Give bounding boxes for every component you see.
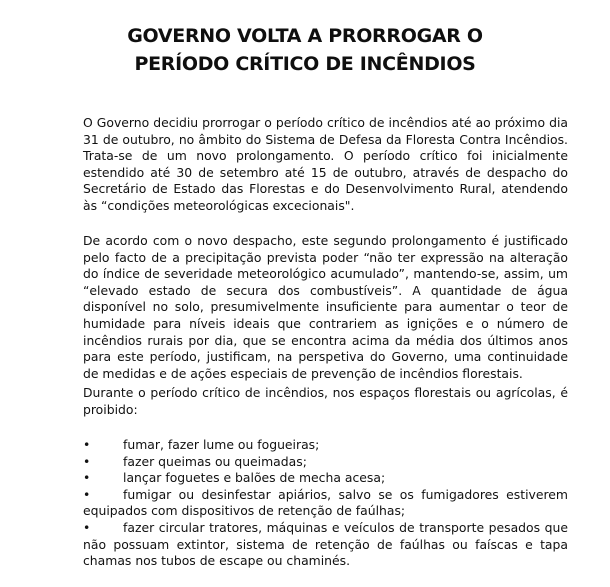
bullet-icon: • (83, 519, 91, 535)
list-item-text: lançar foguetes e balões de mecha acesa; (123, 470, 386, 486)
list-item (83, 454, 568, 471)
list-item-text: fumigar ou desinfestar apiários, salvo se os fumigadores estiverem equipados com dispositivos de retenção de faúlhas; (83, 486, 568, 519)
paragraph-2: De acordo com o novo despacho, este segundo prolongamento é justificado pelo facto de a precipitação prevista poder “não ter expressão na alteração do índice de severidade meteorológico acumulado”, mantendo-se, assim, um “elevado estado de secura dos combustíveis”. A quantidade de água disponível no solo, presumivelmente insuficiente para aumentar o teor de humidade para níveis ideais que contrariem as ignições e o número de incêndios rurais por dia, que se encontra acima da média dos últimos anos para este período, justificam, na perspetiva do Governo, uma continuidade de medidas e de ações especiais de prevenção de incêndios florestais. (83, 233, 568, 381)
document-title-line-1: GOVERNO VOLTA A PRORROGAR O (127, 25, 483, 47)
paragraph-1: O Governo decidiu prorrogar o período crítico de incêndios até ao próximo dia 31 de outubro, no âmbito do Sistema de Defesa da Floresta Contra Incêndios. Trata-se de um novo prolongamento. O período crítico foi inicialmente estendido até 30 de setembro até 15 de outubro, através de despacho do Secretário de Estado das Florestas e do Desenvolvimento Rural, atendendo às “condições meteorológicas excecionais". (83, 115, 568, 213)
list-item (83, 487, 568, 520)
prohibitions-list (83, 437, 568, 570)
list-item-text: fazer queimas ou queimadas; (123, 453, 307, 469)
list-item-text: fumar, fazer lume ou fogueiras; (123, 437, 320, 452)
paragraph-3: Durante o período crítico de incêndios, nos espaços florestais ou agrícolas, é proibido: (83, 385, 568, 417)
bullet-icon: • (83, 486, 91, 502)
list-item-text: fazer circular tratores, máquinas e veículos de transporte pesados que não possuam extintor, sistema de retenção de faúlhas ou faíscas e tapa chamas nos tubos de escape ou chaminés. (83, 519, 568, 569)
bullet-icon: • (83, 453, 91, 469)
bullet-icon: • (83, 437, 91, 452)
list-item (83, 437, 568, 454)
bullet-icon: • (83, 470, 91, 486)
list-item (83, 520, 568, 570)
document-title-line-2: PERÍODO CRÍTICO DE INCÊNDIOS (134, 53, 476, 75)
list-item (83, 470, 568, 487)
